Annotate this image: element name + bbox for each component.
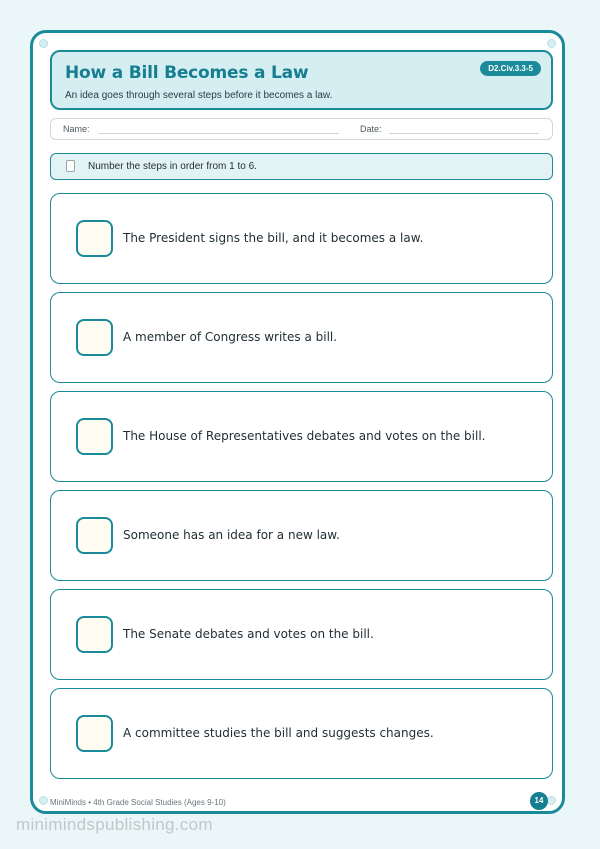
step-text: The President signs the bill, and it becomes a law. (123, 231, 424, 245)
worksheet-header (50, 50, 553, 110)
step-card (50, 391, 553, 482)
step-card (50, 589, 553, 680)
student-info-row (50, 118, 553, 140)
footer-credit: MiniMinds • 4th Grade Social Studies (Ages 9-10) (50, 798, 226, 807)
step-text: A committee studies the bill and suggests changes. (123, 726, 434, 740)
step-number-box[interactable] (76, 715, 113, 752)
corner-dot-bottom-right (547, 796, 556, 805)
step-card (50, 292, 553, 383)
checkbox-icon (66, 160, 75, 172)
step-number-box[interactable] (76, 319, 113, 356)
page-subtitle: An idea goes through several steps before it becomes a law. (65, 90, 333, 101)
corner-dot-top-right (547, 39, 556, 48)
name-field[interactable] (99, 133, 339, 134)
step-number-box[interactable] (76, 517, 113, 554)
page-title: How a Bill Becomes a Law (65, 63, 309, 83)
step-number-box[interactable] (76, 418, 113, 455)
corner-dot-top-left (39, 39, 48, 48)
step-text: The House of Representatives debates and votes on the bill. (123, 429, 486, 443)
step-text: Someone has an idea for a new law. (123, 528, 340, 542)
step-text: A member of Congress writes a bill. (123, 330, 338, 344)
step-card (50, 490, 553, 581)
corner-dot-bottom-left (39, 796, 48, 805)
publisher-watermark: minimindspublishing.com (16, 815, 213, 834)
date-field[interactable] (389, 133, 539, 134)
step-number-box[interactable] (76, 220, 113, 257)
step-card (50, 688, 553, 779)
instruction-text: Number the steps in order from 1 to 6. (88, 161, 257, 172)
worksheet-page (30, 30, 565, 814)
name-label: Name: (63, 124, 90, 134)
date-label: Date: (360, 124, 382, 134)
step-card (50, 193, 553, 284)
instruction-bar (50, 153, 553, 180)
step-number-box[interactable] (76, 616, 113, 653)
standard-badge: D2.Civ.3.3-5 (480, 61, 541, 76)
page-number-badge: 14 (530, 792, 548, 810)
step-text: The Senate debates and votes on the bill. (123, 627, 374, 641)
